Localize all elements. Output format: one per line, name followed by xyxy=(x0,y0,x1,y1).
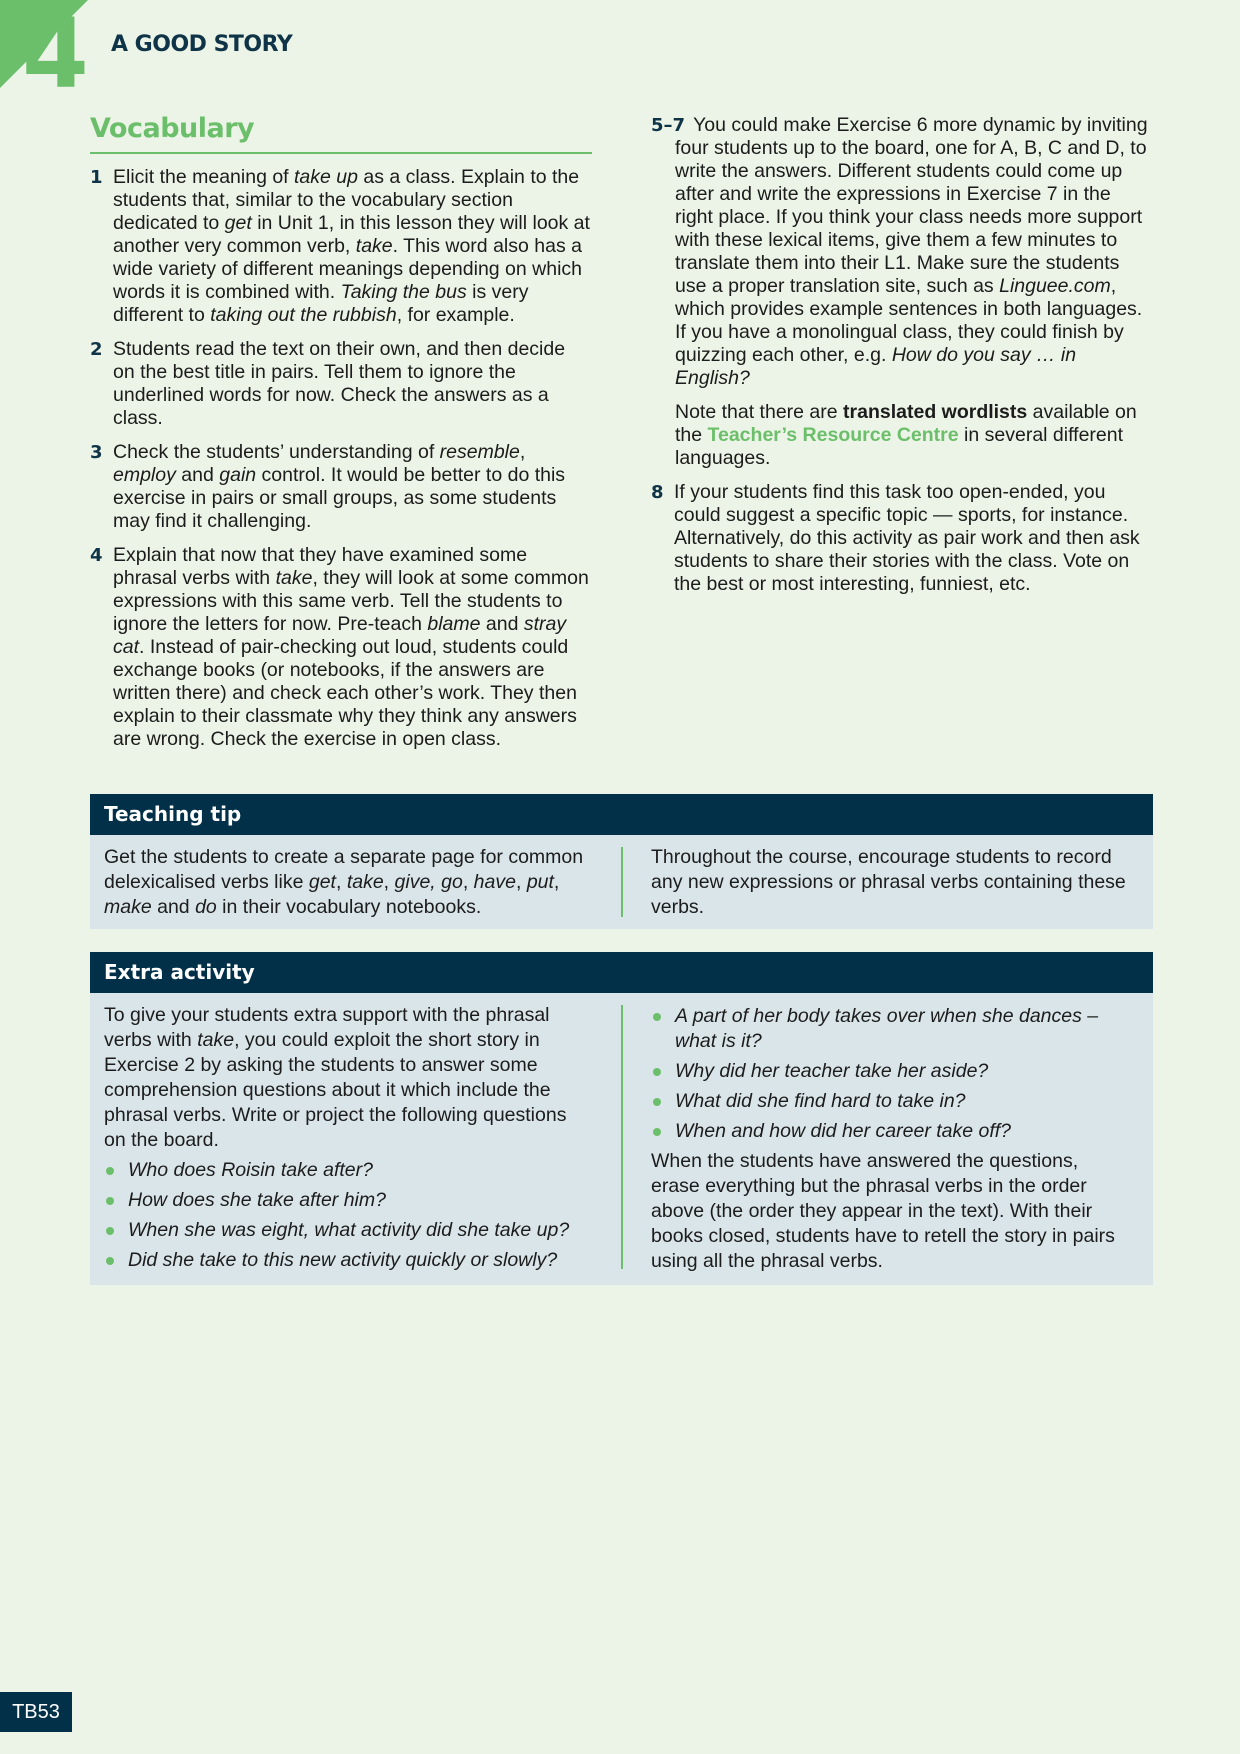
text: To give your students extra support with the phrasal verbs with xyxy=(104,1004,550,1051)
text: in their vocabulary notebooks. xyxy=(216,896,482,918)
question-item: What did she find hard to take in? xyxy=(651,1089,1131,1114)
text: If your students find this task too open-ended, you could suggest a specific topic — sports, for instance. Alternatively, do this activity as pair work and then ask students to share their stories with the class. Vote on the best or most interesting, funniest, etc. xyxy=(674,481,1140,595)
question-item: How does she take after him? xyxy=(104,1188,584,1213)
text: available on the xyxy=(675,401,1137,446)
text: , xyxy=(462,871,474,893)
exercise-number: 5–7 xyxy=(651,115,686,136)
text: , which provides example sentences in both languages. If you have a monolingual class, they could finish by quizzing each other, e.g. xyxy=(675,275,1143,366)
exercise-number: 3 xyxy=(90,442,103,463)
teaching-tip-body xyxy=(90,835,1153,929)
question-item: When she was eight, what activity did she take up? xyxy=(104,1218,584,1243)
text-italic: get xyxy=(308,871,336,893)
teaching-tip-left xyxy=(104,845,584,920)
text-italic: do xyxy=(195,896,217,918)
right-column xyxy=(651,114,1151,607)
text-italic: How do you say … in English? xyxy=(675,344,1077,389)
column-divider xyxy=(621,1005,623,1269)
exercise-note-8 xyxy=(651,481,1151,596)
teaching-tip-title: Teaching tip xyxy=(90,794,1153,835)
text: Explain that now that they have examined some phrasal verbs with xyxy=(113,544,528,589)
exercise-note-4 xyxy=(90,544,592,751)
text: in Unit 1, in this lesson they will look at another very common verb, xyxy=(113,212,590,257)
text-italic: get xyxy=(224,212,252,234)
text: Throughout the course, encourage students to record any new expressions or phrasal verbs containing these verbs. xyxy=(651,846,1126,918)
text: Get the students to create a separate page for common delexicalised verbs like xyxy=(104,846,584,893)
text-bold: translated wordlists xyxy=(843,401,1028,423)
text: , you could exploit the short story in Exercise 2 by asking the students to answer some comprehension questions about it which include the phrasal verbs. Write or project the following questions on the board. xyxy=(104,1029,567,1151)
text-italic: take xyxy=(197,1029,235,1051)
text: Students read the text on their own, and then decide on the best title in pairs. Tell them to ignore the underlined words for now. Check the answers as a class. xyxy=(113,338,566,429)
unit-title: A GOOD STORY xyxy=(111,32,293,57)
question-item: Did she take to this new activity quickly or slowly? xyxy=(104,1248,584,1273)
text-italic: Taking the bus xyxy=(340,281,467,303)
teaching-tip-box xyxy=(90,794,1153,929)
text: as a class. Explain to the students that, similar to the vocabulary section dedicated to xyxy=(113,166,580,234)
text: and xyxy=(175,464,220,486)
text: You could make Exercise 6 more dynamic by inviting four students up to the board, one for A, B, C and D, to write the answers. Different students could come up after and write the expressions in Exercise 7 in the right place. If you think your class needs more support with these lexical items, give them a few minutes to translate them into their L1. Make sure the students use a proper translation site, such as xyxy=(675,114,1148,297)
exercise-number: 1 xyxy=(90,167,103,188)
question-list-left xyxy=(104,1158,584,1273)
text: . Instead of pair-checking out loud, students could exchange books (or notebooks, if the answers are written there) and check each other’s work. They then explain to their classmate why they think any answers are wrong. Check the exercise in open class. xyxy=(113,636,577,750)
extra-activity-title: Extra activity xyxy=(90,952,1153,993)
text: Check the students’ understanding of xyxy=(113,441,440,463)
text: control. It would be better to do this exercise in pairs or small groups, as some students may find it challenging. xyxy=(113,464,566,532)
text-italic: Linguee.com xyxy=(999,275,1111,297)
text-italic: taking out the rubbish xyxy=(210,304,397,326)
exercise-number: 2 xyxy=(90,339,103,360)
text: , xyxy=(383,871,395,893)
text: . This word also has a wide variety of different meanings depending on which words it is combined with. xyxy=(113,235,583,303)
text: and xyxy=(480,613,524,635)
page-number: TB53 xyxy=(0,1692,72,1732)
teaching-tip-right xyxy=(651,845,1131,920)
text-italic: put xyxy=(526,871,554,893)
text: Elicit the meaning of xyxy=(113,166,295,188)
column-divider xyxy=(621,847,623,917)
text: in several different languages. xyxy=(675,424,1124,469)
text-italic: take xyxy=(355,235,393,257)
text-italic: take xyxy=(346,871,384,893)
question-item: Who does Roisin take after? xyxy=(104,1158,584,1183)
text-italic: make xyxy=(104,896,152,918)
question-item: Why did her teacher take her aside? xyxy=(651,1059,1131,1084)
extra-activity-left xyxy=(104,1003,584,1273)
closing-text: When the students have answered the questions, erase everything but the phrasal verbs in the order above (the order they appear in the text). With their books closed, students have to retell the story in pairs using all the phrasal verbs. xyxy=(651,1150,1115,1272)
exercise-number: 8 xyxy=(651,482,664,503)
left-column xyxy=(90,112,592,762)
text-italic: stray cat xyxy=(113,613,567,658)
text: , xyxy=(515,871,527,893)
text-italic: employ xyxy=(113,464,176,486)
exercise-number: 4 xyxy=(90,545,103,566)
extra-activity-right xyxy=(651,999,1131,1274)
exercise-note-5-7 xyxy=(651,114,1151,390)
text-italic: have xyxy=(473,871,516,893)
unit-number: 4 xyxy=(22,0,85,110)
extra-activity-body xyxy=(90,993,1153,1285)
text-italic: take xyxy=(275,567,313,589)
question-list-right xyxy=(651,1004,1131,1144)
text-italic: gain xyxy=(219,464,257,486)
text: , they will look at some common expressions with this same verb. Tell the students to ignore the letters for now. Pre-teach xyxy=(113,567,589,635)
exercise-note-1 xyxy=(90,166,592,327)
teachers-resource-centre-link[interactable]: Teacher’s Resource Centre xyxy=(707,424,959,446)
exercise-note-2 xyxy=(90,338,592,430)
text-italic: blame xyxy=(427,613,481,635)
wordlist-note xyxy=(651,401,1151,470)
section-heading-vocabulary: Vocabulary xyxy=(90,112,592,154)
text: , xyxy=(553,871,560,893)
text: , xyxy=(335,871,347,893)
text: , for example. xyxy=(396,304,515,326)
extra-activity-box xyxy=(90,952,1153,1285)
text: Note that there are xyxy=(675,401,844,423)
question-item: When and how did her career take off? xyxy=(651,1119,1131,1144)
question-item: A part of her body takes over when she dances – what is it? xyxy=(651,1004,1131,1054)
text-italic: resemble xyxy=(439,441,520,463)
text: is very different to xyxy=(113,281,529,326)
text-italic: take up xyxy=(294,166,358,188)
text-italic: give, go xyxy=(394,871,463,893)
exercise-note-3 xyxy=(90,441,592,533)
text: , xyxy=(519,441,526,463)
text: and xyxy=(151,896,196,918)
